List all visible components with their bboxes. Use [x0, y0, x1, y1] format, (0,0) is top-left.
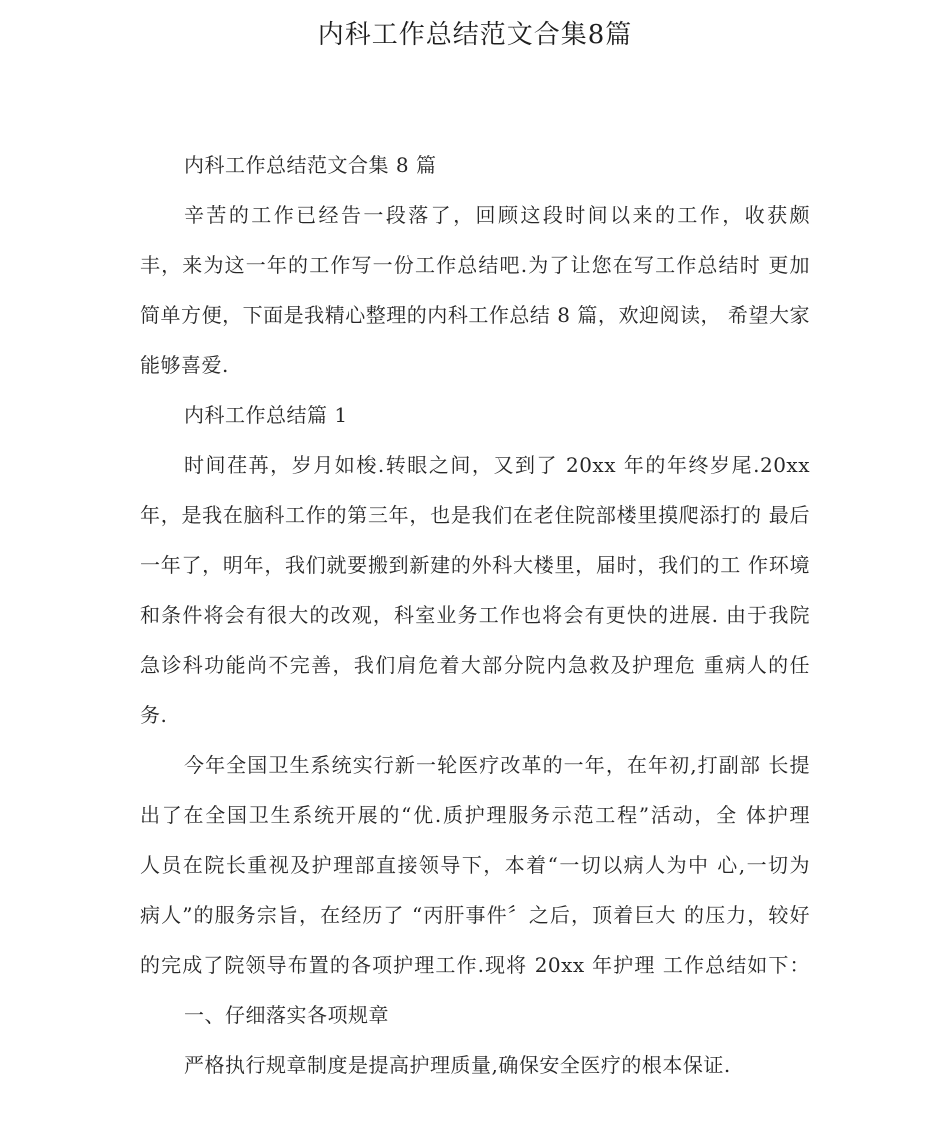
body-text-line: 时间荏苒，岁月如梭.转眼之间，又到了 20xx 年的年终岁尾.20xx	[184, 453, 810, 477]
document-body	[140, 140, 810, 1090]
body-text-line: 急诊科功能尚不完善，我们肩危着大部分院内急救及护理危 重病人的任	[140, 653, 810, 677]
body-text-line: 出了在全国卫生系统开展的“优.质护理服务示范工程”活动，全 体护理	[140, 803, 810, 827]
body-text-line: 一、仔细落实各项规章	[184, 1003, 389, 1027]
body-text-line: 病人”的服务宗旨，在经历了 “丙肝事件〞之后，顶着巨大 的压力，较好	[140, 903, 810, 927]
body-text-line: 辛苦的工作已经告一段落了，回顾这段时间以来的工作，收获颇	[184, 203, 810, 227]
page-title: 内科工作总结范文合集8篇	[317, 20, 633, 50]
body-text-line: 人员在院长重视及护理部直接领导下，本着“一切以病人为中 心,一切为	[140, 853, 810, 877]
body-text-line: 一年了，明年，我们就要搬到新建的外科大楼里，届时，我们的工 作环境	[140, 553, 810, 577]
body-text-line: 丰，来为这一年的工作写一份工作总结吧.为了让您在写工作总结时 更加	[140, 253, 810, 277]
body-text-line: 年，是我在脑科工作的第三年，也是我们在老住院部楼里摸爬添打的 最后	[140, 503, 810, 527]
body-text-line: 能够喜爱.	[140, 353, 229, 377]
body-text-line: 今年全国卫生系统实行新一轮医疗改革的一年，在年初,打副部 长提	[184, 753, 810, 777]
body-text-line: 和条件将会有很大的改观，科室业务工作也将会有更快的进展. 由于我院	[140, 603, 810, 627]
body-text-line: 的完成了院领导布置的各项护理工作.现将 20xx 年护理 工作总结如下：	[140, 953, 810, 977]
body-text-line: 简单方便，下面是我精心整理的内科工作总结 8 篇，欢迎阅读， 希望大家	[140, 303, 810, 327]
body-text-line: 严格执行规章制度是提高护理质量,确保安全医疗的根本保证.	[184, 1053, 731, 1077]
body-text-line: 内科工作总结篇 1	[184, 403, 348, 427]
document-subtitle: 内科工作总结范文合集 8 篇	[184, 153, 437, 177]
body-text-line: 务.	[140, 703, 168, 727]
